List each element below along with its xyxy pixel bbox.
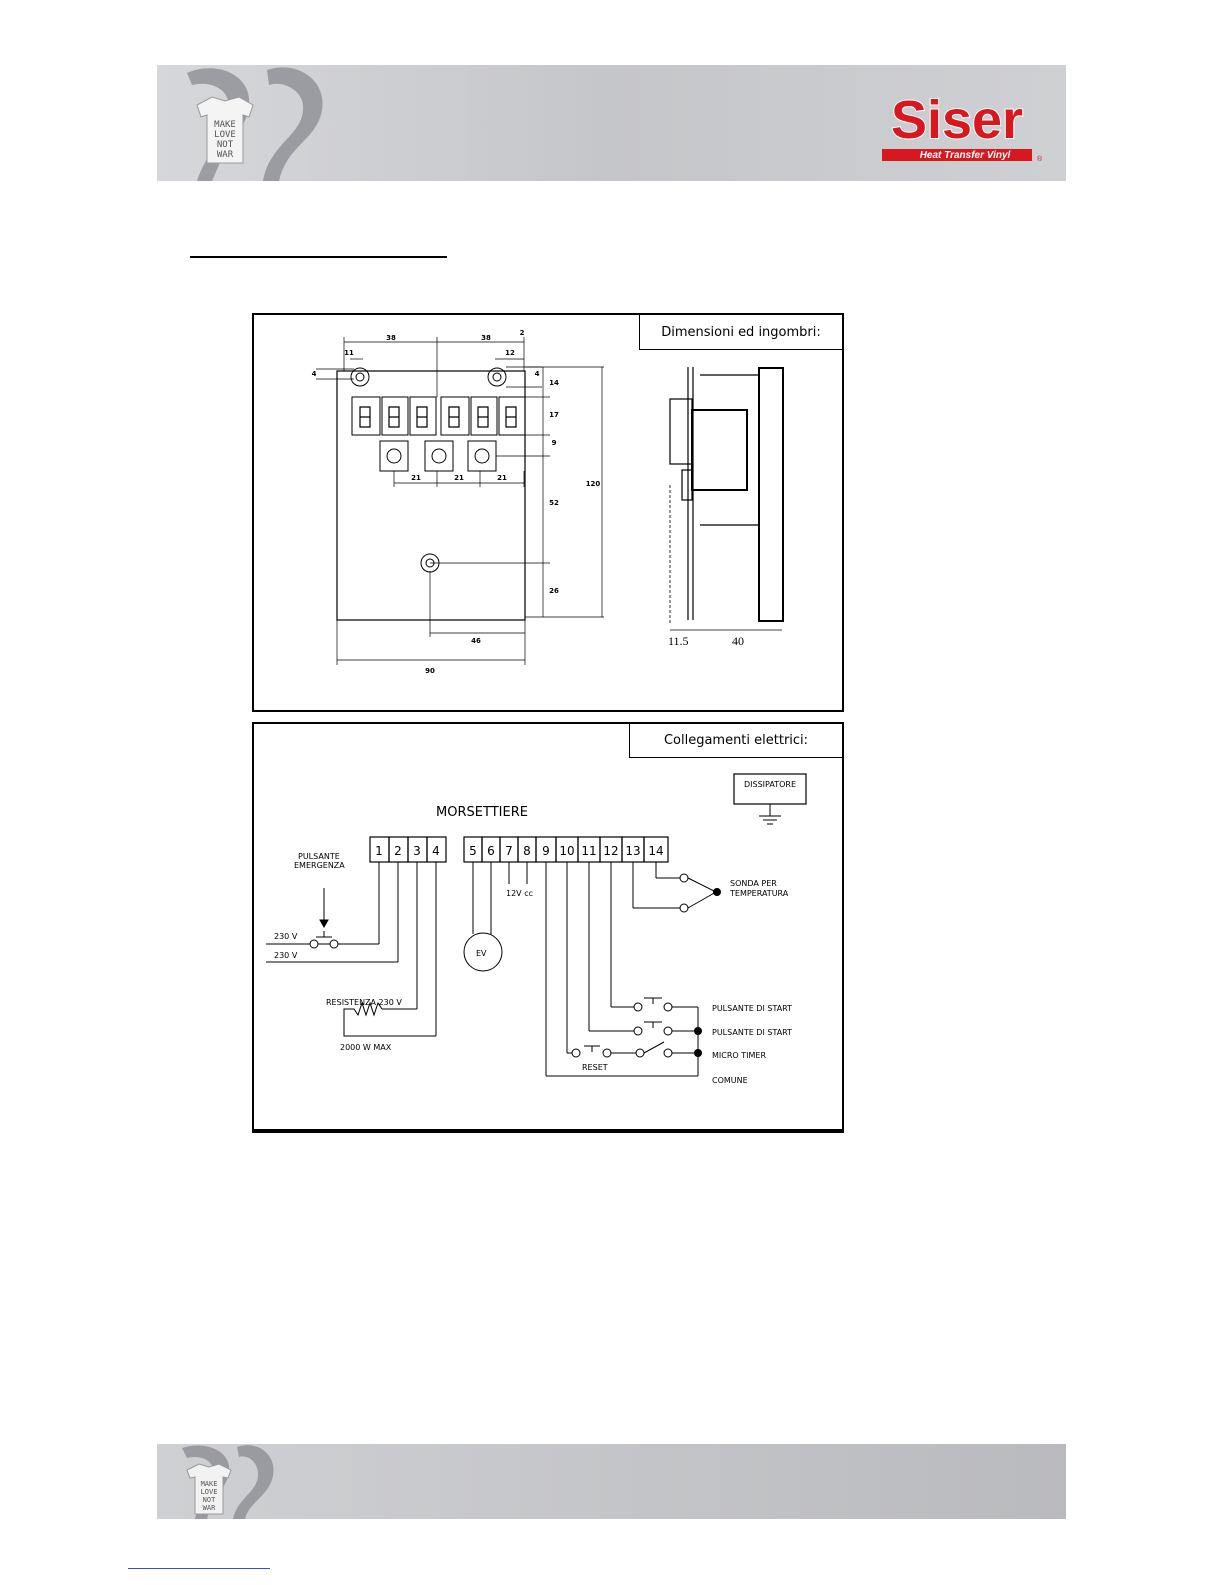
- svg-text:52: 52: [549, 499, 559, 507]
- svg-text:3: 3: [413, 844, 421, 858]
- svg-text:7: 7: [505, 844, 513, 858]
- svg-text:5: 5: [469, 844, 477, 858]
- svg-text:9: 9: [542, 844, 550, 858]
- svg-text:90: 90: [425, 667, 435, 675]
- svg-text:12: 12: [505, 349, 515, 357]
- wiring-diagram: [254, 724, 842, 1129]
- svg-text:13: 13: [625, 844, 641, 858]
- siser-logo: [882, 90, 1043, 163]
- dimensions-figure-title: Dimensioni ed ingombri:: [639, 315, 842, 350]
- footer-banner: [157, 1444, 1066, 1519]
- svg-text:4: 4: [534, 370, 540, 378]
- svg-text:NOT: NOT: [216, 140, 234, 150]
- svg-text:12V cc: 12V cc: [506, 889, 533, 898]
- svg-text:TEMPERATURA: TEMPERATURA: [730, 889, 789, 898]
- svg-text:14: 14: [648, 844, 664, 858]
- svg-text:Siser: Siser: [890, 90, 1024, 150]
- svg-text:2: 2: [519, 329, 525, 337]
- svg-text:EMERGENZA: EMERGENZA: [294, 861, 345, 870]
- footer-tshirt-text: [201, 1480, 218, 1512]
- footer-link-underline[interactable]: [128, 1568, 270, 1569]
- svg-text:1: 1: [375, 844, 383, 858]
- svg-text:RESISTENZA 230 V: RESISTENZA 230 V: [326, 998, 402, 1007]
- wiring-figure: [252, 722, 844, 1131]
- svg-text:26: 26: [549, 587, 559, 595]
- svg-text:11: 11: [581, 844, 597, 858]
- svg-text:Heat Transfer Vinyl: Heat Transfer Vinyl: [919, 150, 1011, 161]
- svg-text:MICRO TIMER: MICRO TIMER: [712, 1051, 767, 1060]
- svg-text:COMUNE: COMUNE: [712, 1076, 748, 1085]
- svg-text:11: 11: [344, 349, 354, 357]
- svg-text:38: 38: [481, 334, 491, 342]
- svg-text:MORSETTIERE: MORSETTIERE: [436, 805, 528, 820]
- svg-text:®: ®: [1037, 156, 1043, 163]
- svg-text:21: 21: [454, 474, 464, 482]
- svg-text:8: 8: [523, 844, 531, 858]
- svg-text:120: 120: [585, 480, 601, 488]
- svg-text:230 V: 230 V: [274, 951, 298, 960]
- wiring-figure-title: Collegamenti elettrici:: [629, 724, 842, 758]
- svg-text:WAR: WAR: [202, 1504, 216, 1512]
- svg-text:PULSANTE DI START: PULSANTE DI START: [712, 1004, 793, 1013]
- svg-text:21: 21: [497, 474, 507, 482]
- svg-text:WAR: WAR: [216, 150, 234, 160]
- dimensions-figure: [252, 313, 844, 712]
- svg-text:MAKE: MAKE: [200, 1480, 218, 1488]
- dimensions-drawing: [254, 315, 842, 710]
- svg-text:11.5: 11.5: [668, 634, 689, 648]
- figure-bottom-rule: [252, 1131, 844, 1133]
- svg-text:DISSIPATORE: DISSIPATORE: [744, 780, 796, 789]
- svg-text:38: 38: [386, 334, 396, 342]
- svg-text:LOVE: LOVE: [214, 130, 236, 140]
- svg-text:PULSANTE: PULSANTE: [298, 852, 340, 861]
- section-heading-underline: [190, 256, 447, 258]
- svg-text:MAKE: MAKE: [214, 120, 236, 130]
- svg-text:PULSANTE DI START: PULSANTE DI START: [712, 1028, 793, 1037]
- svg-text:4: 4: [311, 370, 317, 378]
- svg-text:17: 17: [549, 411, 559, 419]
- svg-text:9: 9: [551, 439, 557, 447]
- svg-text:6: 6: [487, 844, 495, 858]
- tshirt-text: [214, 120, 236, 160]
- svg-text:4: 4: [432, 844, 440, 858]
- svg-text:2000 W MAX: 2000 W MAX: [340, 1043, 392, 1052]
- svg-text:2: 2: [394, 844, 402, 858]
- svg-text:12: 12: [603, 844, 619, 858]
- svg-text:SONDA PER: SONDA PER: [730, 879, 777, 888]
- svg-text:40: 40: [732, 634, 744, 648]
- svg-text:21: 21: [411, 474, 421, 482]
- svg-text:46: 46: [471, 637, 481, 645]
- svg-text:NOT: NOT: [202, 1496, 216, 1504]
- svg-text:14: 14: [549, 379, 559, 387]
- svg-text:10: 10: [559, 844, 575, 858]
- svg-text:EV: EV: [476, 949, 487, 958]
- svg-text:LOVE: LOVE: [200, 1488, 218, 1496]
- svg-text:RESET: RESET: [582, 1063, 608, 1072]
- svg-text:230 V: 230 V: [274, 932, 298, 941]
- header-banner: [157, 65, 1066, 181]
